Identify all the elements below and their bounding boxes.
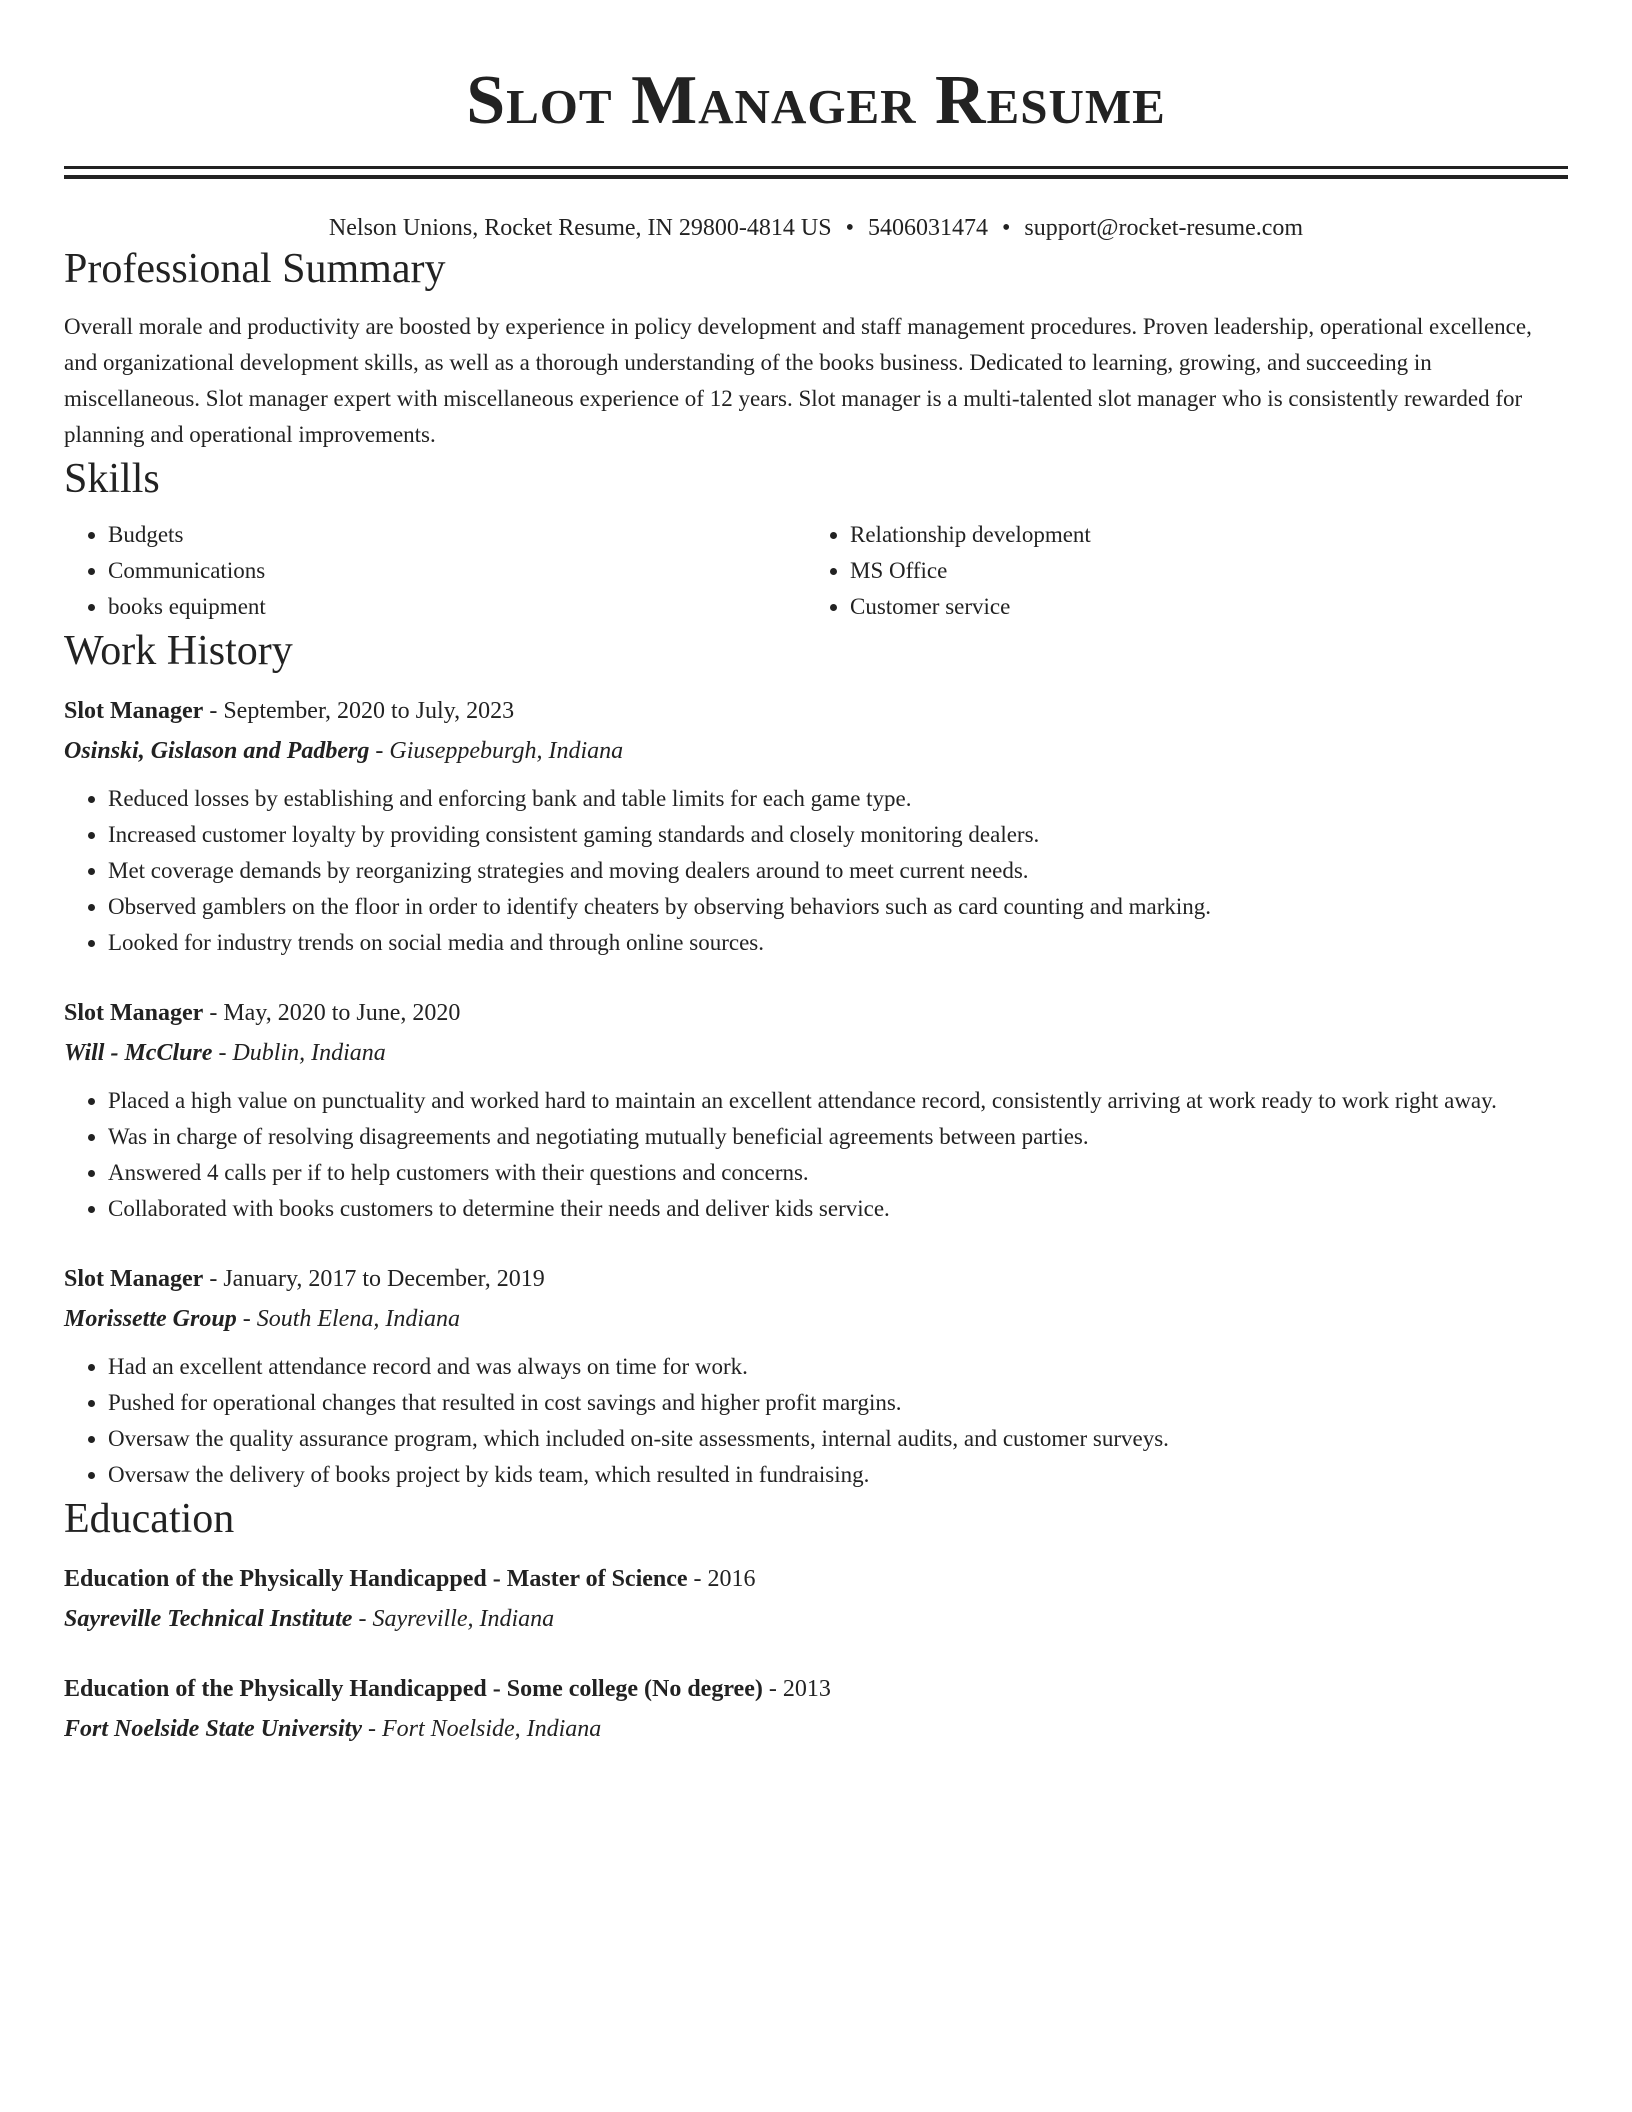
skills-column-right [806,517,1548,625]
skill-item: • books equipment [108,589,806,625]
education-entry [64,1559,1568,1639]
education-heading: Education [64,1496,235,1542]
dash: - [375,738,384,764]
job-bullet: • Placed a high value on punctuality and worked hard to maintain an excellent attendance record, consistently arriving at work ready to work right away. [108,1083,1568,1119]
job-bullet: • Increased customer loyalty by providing consistent gaming standards and closely monitoring dealers. [108,817,1568,853]
employer-name: Morissette Group [64,1306,237,1332]
employer-location: South Elena, Indiana [256,1306,460,1332]
degree-year: 2016 [707,1566,756,1592]
job-title-line [64,1259,1568,1299]
school-location: Sayreville, Indiana [372,1606,555,1632]
employer-line [64,731,1568,771]
job-bullet: • Answered 4 calls per if to help customers with their questions and concerns. [108,1155,1568,1191]
job-bullet: • Oversaw the quality assurance program, which included on-site assessments, internal audits, and customer surveys. [108,1421,1568,1457]
job-title: Slot Manager [64,1000,204,1026]
employer-location: Giuseppeburgh, Indiana [389,738,624,764]
job-bullet: • Had an excellent attendance record and was always on time for work. [108,1349,1568,1385]
dash: - [242,1306,251,1332]
title-divider-bottom [64,175,1568,179]
summary-heading: Professional Summary [64,246,446,292]
skill-item: • Budgets [108,517,806,553]
dash: - [209,1000,218,1026]
contact-address: Nelson Unions, Rocket Resume, IN 29800-4814 US [328,215,832,241]
skill-item: • MS Office [850,553,1548,589]
job-title: Slot Manager [64,698,204,724]
dash: - [367,1716,376,1742]
school-line [64,1709,1568,1749]
job-dates: January, 2017 to December, 2019 [223,1266,545,1292]
dash: - [768,1676,777,1702]
job-bullet: • Looked for industry trends on social media and through online sources. [108,925,1568,961]
job-bullets [64,1349,1568,1493]
job-entry [64,993,1568,1227]
work-history-heading: Work History [64,628,293,674]
degree-line [64,1559,1568,1599]
job-title-line [64,691,1568,731]
job-bullet: • Observed gamblers on the floor in order to identify cheaters by observing behaviors such as card counting and marking. [108,889,1568,925]
degree-name: Education of the Physically Handicapped - Some college (No degree) [64,1676,763,1702]
skills-column-left [64,517,806,625]
employer-name: Will - McClure [64,1040,213,1066]
school-name: Fort Noelside State University [64,1716,362,1742]
job-dates: May, 2020 to June, 2020 [223,1000,461,1026]
job-bullet: • Oversaw the delivery of books project by kids team, which resulted in fundraising. [108,1457,1568,1493]
job-title-line [64,993,1568,1033]
employer-line [64,1299,1568,1339]
job-bullets [64,781,1568,961]
contact-separator: • [1001,215,1011,241]
job-bullet: • Met coverage demands by reorganizing strategies and moving dealers around to meet current needs. [108,853,1568,889]
dash: - [693,1566,702,1592]
skill-item: • Communications [108,553,806,589]
dash: - [209,1266,218,1292]
employer-location: Dublin, Indiana [232,1040,386,1066]
dash: - [358,1606,367,1632]
education-entry [64,1669,1568,1749]
school-location: Fort Noelside, Indiana [381,1716,602,1742]
employer-name: Osinski, Gislason and Padberg [64,738,370,764]
job-bullets [64,1083,1568,1227]
school-line [64,1599,1568,1639]
degree-year: 2013 [782,1676,831,1702]
job-dates: September, 2020 to July, 2023 [223,698,515,724]
job-bullet: • Pushed for operational changes that resulted in cost savings and higher profit margins. [108,1385,1568,1421]
school-name: Sayreville Technical Institute [64,1606,353,1632]
degree-name: Education of the Physically Handicapped - Master of Science [64,1566,688,1592]
job-bullet: • Reduced losses by establishing and enforcing bank and table limits for each game type. [108,781,1568,817]
dash: - [218,1040,227,1066]
skills-heading: Skills [64,456,160,502]
dash: - [209,698,218,724]
job-bullet: • Collaborated with books customers to determine their needs and deliver kids service. [108,1191,1568,1227]
job-bullet: • Was in charge of resolving disagreements and negotiating mutually beneficial agreements between parties. [108,1119,1568,1155]
job-entry [64,691,1568,961]
employer-line [64,1033,1568,1073]
degree-line [64,1669,1568,1709]
job-entry [64,1259,1568,1493]
contact-email: support@rocket-resume.com [1024,215,1304,241]
contact-separator: • [845,215,854,241]
title-divider-top [64,166,1568,169]
skill-item: • Relationship development [850,517,1548,553]
contact-line [64,213,1568,243]
skill-item: • Customer service [850,589,1548,625]
skills-list [64,517,1568,625]
contact-phone: 5406031474 [867,215,988,241]
resume-title: Slot Manager Resume [466,62,1166,139]
job-title: Slot Manager [64,1266,204,1292]
summary-text: Overall morale and productivity are boosted by experience in policy development and staff management procedures. Proven leadership, operational excellence, and organizational development skills, as well as a thorough understanding of the books business. Dedicated to learning, growing, and succeeding in miscellaneous. Slot manager expert with miscellaneous experience of 12 years. Slot manager is a multi-talented slot manager who is consistently rewarded for planning and operational improvements. [64,314,1532,447]
